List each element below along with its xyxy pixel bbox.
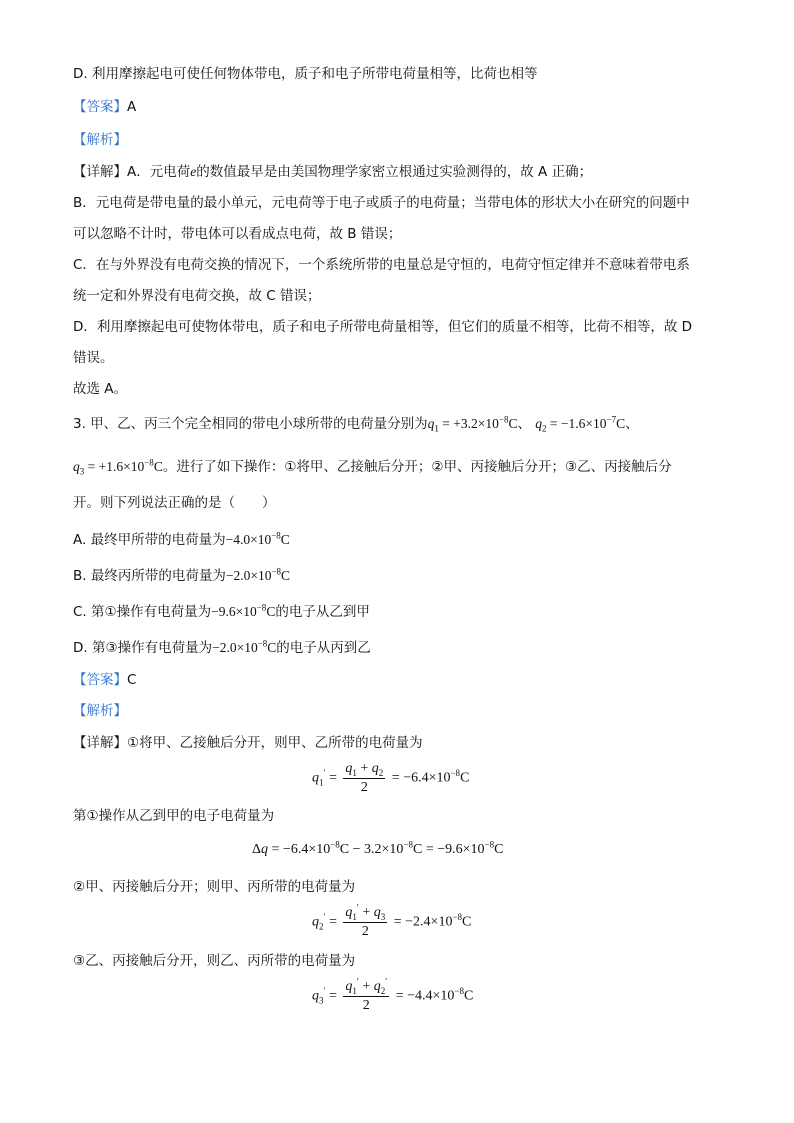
q2-detail-line-3: 可以忽略不计时，带电体可以看成点电荷，故 B 错误； bbox=[73, 226, 402, 242]
formula-q2-prime: $q_2'$ = $\frac{q_1' + q_3}{2}$ = $-2.4\times 10^{-8}C$ bbox=[312, 902, 472, 939]
q2-conclusion: 故选 A。 bbox=[73, 381, 128, 397]
q3-stem-line-1: 3. 甲、乙、丙三个完全相同的带电小球所带的电荷量分别为$q_1 = +3.2\times 10^{-8}C$、 $q_2 = -1.6\times 10^{-7}C$、 bbox=[73, 414, 639, 434]
q2-analysis-label: 【解析】 bbox=[73, 132, 127, 148]
q3-stem-line-3: 开。则下列说法正确的是（ ） bbox=[73, 495, 276, 511]
answer-label: 【答案】 bbox=[73, 672, 127, 688]
q3-option-d: D. 第③操作有电荷量为$-2.0\times 10^{-8}C$的电子从丙到乙 bbox=[73, 638, 371, 656]
q3-detail-step-1: 【详解】①将甲、乙接触后分开，则甲、乙所带的电荷量为 bbox=[73, 735, 423, 751]
q3-analysis-label: 【解析】 bbox=[73, 703, 127, 719]
q3-detail-step-4: ③乙、丙接触后分开，则乙、丙所带的电荷量为 bbox=[73, 953, 356, 969]
answer-label: 【答案】 bbox=[73, 99, 127, 115]
q2-detail-line-2: B．元电荷是带电量的最小单元，元电荷等于电子或质子的电荷量；当带电体的形状大小在研究的问题中 bbox=[73, 195, 690, 211]
q3-option-c: C. 第①操作有电荷量为$-9.6\times 10^{-8}C$的电子从乙到甲 bbox=[73, 602, 370, 620]
answer-value: C bbox=[127, 672, 137, 688]
q3-answer bbox=[73, 670, 136, 690]
q3-option-b: B. 最终丙所带的电荷量为$-2.0\times 10^{-8}C$ bbox=[73, 566, 291, 584]
answer-value: A bbox=[127, 99, 137, 115]
q2-answer bbox=[73, 97, 136, 117]
formula-q1-prime: $q_1'$ = $\frac{q_1 + q_2}{2}$ = $-6.4\times 10^{-8}C$ bbox=[312, 761, 470, 795]
q2-detail-line-1: 【详解】A．元电荷e的数值最早是由美国物理学家密立根通过实验测得的，故 A 正确； bbox=[73, 164, 593, 180]
q3-option-a: A. 最终甲所带的电荷量为$-4.0\times 10^{-8}C$ bbox=[73, 530, 290, 548]
formula-delta-q: $\Delta q = -6.4\times 10^{-8}C - 3.2\times 10^{-8}C = -9.6\times 10^{-8}C$ bbox=[252, 839, 504, 857]
q3-detail-step-2: 第①操作从乙到甲的电子电荷量为 bbox=[73, 808, 275, 824]
q2-option-d: D. 利用摩擦起电可使任何物体带电，质子和电子所带电荷量相等，比荷也相等 bbox=[73, 66, 538, 82]
formula-q3-prime: $q_3'$ = $\frac{q_1' + q_2'}{2}$ = $-4.4\times 10^{-8}C$ bbox=[312, 976, 474, 1013]
q3-stem-line-2: $q_3 = +1.6\times 10^{-8}C$。进行了如下操作：①将甲、乙接触后分开；②甲、丙接触后分开；③乙、丙接触后分 bbox=[73, 457, 672, 477]
q2-detail-line-6: D．利用摩擦起电可使物体带电，质子和电子所带电荷量相等，但它们的质量不相等，比荷不相等，故 D bbox=[73, 319, 693, 335]
q2-detail-line-4: C．在与外界没有电荷交换的情况下，一个系统所带的电量总是守恒的，电荷守恒定律并不意味着带电系 bbox=[73, 257, 690, 273]
q2-detail-line-5: 统一定和外界没有电荷交换，故 C 错误； bbox=[73, 288, 321, 304]
detail-label: 【详解】 bbox=[73, 164, 127, 180]
q2-detail-line-7: 错误。 bbox=[73, 350, 114, 366]
q3-detail-step-3: ②甲、丙接触后分开；则甲、丙所带的电荷量为 bbox=[73, 879, 356, 895]
